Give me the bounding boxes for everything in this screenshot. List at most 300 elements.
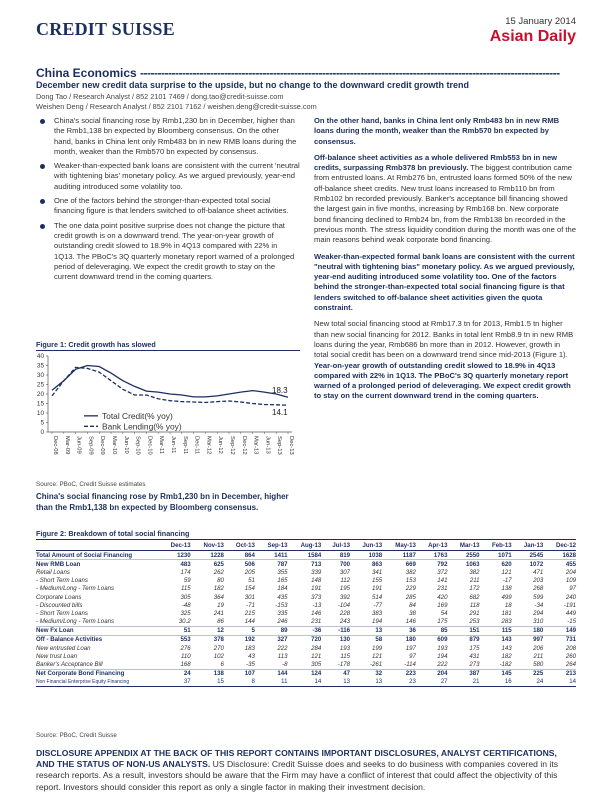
table-cell: 32 <box>350 669 382 678</box>
table-cell: 392 <box>339 593 351 601</box>
table-cell: 335 <box>277 609 288 617</box>
table-cell: 38 <box>409 609 416 617</box>
column-header: Oct-13 <box>224 541 255 551</box>
section-title-row <box>36 66 576 80</box>
y-tick-label: 30 <box>36 372 44 380</box>
paragraph: Off-balance sheet activities as a whole delivered Rmb553 bn in new credits, surpassing Rmb378 bn previously. The biggest contribution came from entrusted loans. At Rmb276 bn, entrusted loans formed 50% of the new off-balance sheet credits. New trust loans increased to Rmb110 bn from Rmb102 bn recorded previously. Banker's acceptance bill financing showed the largest gain in five months, increasing by Rmb168 bn. New corporate bond financing declined to Rmb24 bn, from the Rmb138 bn recorded in the previous month. The stress liquidity condition during the month was one of the main reasons behind weak corporate bond financing. <box>314 152 576 245</box>
table-cell: 285 <box>405 593 416 601</box>
table-cell: 181 <box>501 609 512 617</box>
table-cell: 143 <box>480 635 512 644</box>
table-cell: 168 <box>180 661 191 669</box>
table-cell: 191 <box>371 585 383 593</box>
column-header: Nov-13 <box>191 541 224 551</box>
table-cell: 165 <box>277 577 288 585</box>
table-cell: 155 <box>371 577 383 585</box>
x-tick-label: Sep-09 <box>87 436 94 455</box>
table-cell: 180 <box>382 635 416 644</box>
table-cell: 86 <box>217 618 224 626</box>
table-cell: 506 <box>224 560 255 569</box>
table-cell: 228 <box>339 609 351 617</box>
table-cell: -191 <box>563 601 576 609</box>
report-date: 15 January 2014 <box>505 16 576 27</box>
bullet-item: China's social financing rose by Rmb1,230 bn in December, higher than the Rmb1,138 bn expected by Bloomberg consensus. On the other hand, banks in China lent only Rmb483 bn in new RMB loans during the month, weaker than the Rmb570 bn expected by consensus. <box>36 116 300 157</box>
key-points-list <box>36 116 300 282</box>
series-line-bank-lending <box>52 367 288 405</box>
table-cell: 1763 <box>416 551 448 560</box>
table-cell: 113 <box>277 652 288 660</box>
table-cell: 291 <box>469 609 480 617</box>
table-cell: 109 <box>565 577 576 585</box>
table-cell: 682 <box>469 593 480 601</box>
table-row <box>36 678 576 687</box>
table-cell: 102 <box>213 652 224 660</box>
table-cell: 731 <box>543 635 576 644</box>
bullet-dot-icon <box>40 199 45 204</box>
x-tick-label: Jun-09 <box>75 436 82 454</box>
table-cell: 174 <box>180 568 191 576</box>
table-cell: 51 <box>158 626 191 635</box>
table-cell: 183 <box>244 644 255 652</box>
table-cell: 13 <box>350 626 382 635</box>
table-cell: 169 <box>437 601 448 609</box>
table-cell: 720 <box>288 635 322 644</box>
table-cell: 194 <box>371 618 383 626</box>
table-cell: 24 <box>512 678 544 687</box>
row-label: Corporate Loans <box>36 593 82 601</box>
table-cell: 12 <box>191 626 224 635</box>
table-cell: 47 <box>321 669 350 678</box>
table-cell: 1411 <box>255 551 288 560</box>
column-header: Jan-13 <box>512 541 544 551</box>
table-row <box>36 568 576 576</box>
table-cell: 305 <box>311 661 322 669</box>
table-cell: 1628 <box>543 551 576 560</box>
table-cell: 700 <box>321 560 350 569</box>
paragraph: On the other hand, banks in China lent only Rmb483 bn in new RMB loans during the month, weaker than the Rmb570 bn expected by consensus. <box>314 116 560 146</box>
table-row <box>36 560 576 569</box>
table-cell: 241 <box>213 609 224 617</box>
column-header: Jun-13 <box>350 541 382 551</box>
table-cell: 124 <box>288 669 322 678</box>
paragraph: New total social financing stood at Rmb17.3 tn for 2013, Rmb1.5 tn higher than new social financing for 2012. Banks in total lent Rmb8.9 tn in new RMB loans during the year, Rmb686 bn more than in 2012. However, growth in total social credit has been on a downward trend since mid-2013 (Figure 1). Year-on-year growth of outstanding credit slowed to 18.9% in 4Q13 compared with 22% in 1Q13. The PBoC's 3Q quarterly monetary report warned of a prolonged period of deleveraging. We expect credit growth to stay on the current downward trend in the coming quarters. <box>314 319 574 401</box>
x-tick-label: Mar-12 <box>205 436 212 455</box>
table-cell: 270 <box>213 644 224 652</box>
table-cell: 1038 <box>350 551 382 560</box>
table-cell: 8 <box>224 678 255 687</box>
table-row <box>36 635 576 644</box>
x-tick-label: Dec-11 <box>193 436 200 455</box>
table-cell: 24 <box>158 669 191 678</box>
section-title: China Economics <box>36 66 137 80</box>
table-cell: 121 <box>501 568 512 576</box>
social-financing-table <box>36 541 576 687</box>
table-cell: 1584 <box>288 551 322 560</box>
table-cell: 382 <box>469 568 480 576</box>
row-label: New RMB Loan <box>36 560 158 569</box>
y-tick-label: 5 <box>40 419 44 427</box>
table-cell: 145 <box>480 669 512 678</box>
column-header: Mar-13 <box>447 541 479 551</box>
disclosure-text: DISCLOSURE APPENDIX AT THE BACK OF THIS REPORT CONTAINS IMPORTANT DISCLOSURES, ANALYST CERTIFICATIONS, AND THE STATUS OF NON-US ANALYSTS. US Disclosure: Credit Suisse does and seeks to do business with companies covered in its research reports. As a result, investors should be aware that the Firm may have a conflict of interest that could affect the objectivity of this report. Investors should consider this report as only a single factor in making their investment decision. <box>36 748 559 792</box>
table-cell: 141 <box>437 577 448 585</box>
figure1-source: Source: PBoC, Credit Suisse estimates <box>36 481 146 488</box>
table-cell: 153 <box>405 577 416 585</box>
table-cell: 112 <box>340 577 351 585</box>
legend-label: Bank Lending(% yoy) <box>102 421 182 432</box>
table-cell: 483 <box>158 560 191 569</box>
table-cell: 310 <box>533 618 544 626</box>
table-cell: -182 <box>499 661 512 669</box>
row-label: Off - Balance Activities <box>36 635 158 644</box>
table-cell: 792 <box>416 560 448 569</box>
table-row <box>36 652 576 660</box>
table-cell: 110 <box>180 652 191 660</box>
table-cell: 499 <box>501 593 512 601</box>
table-cell: 16 <box>480 678 512 687</box>
table-cell: 471 <box>533 568 544 576</box>
table-cell: 192 <box>224 635 255 644</box>
right-column <box>314 116 576 408</box>
column-header <box>36 541 158 551</box>
table-cell: 222 <box>437 661 448 669</box>
table-row <box>36 626 576 635</box>
table-cell: 43 <box>248 652 255 660</box>
table-cell: 14 <box>288 678 322 687</box>
x-tick-label: Jun-12 <box>217 436 224 454</box>
table-cell: 149 <box>543 626 576 635</box>
row-label: New Fx Loan <box>36 626 158 635</box>
table-cell: 6 <box>220 661 224 669</box>
table-cell: 1071 <box>480 551 512 560</box>
table-cell: 387 <box>447 669 479 678</box>
table-cell: 669 <box>382 560 416 569</box>
column-header: May-13 <box>382 541 416 551</box>
table-cell: 37 <box>158 678 191 687</box>
row-label: Retail Loans <box>36 568 70 576</box>
table-cell: 84 <box>409 601 416 609</box>
table-cell: 283 <box>501 618 512 626</box>
table-cell: 143 <box>501 644 512 652</box>
row-label: - Short Term Loans <box>36 577 88 585</box>
table-cell: 273 <box>469 661 480 669</box>
row-label: - Short Term Loans <box>36 609 88 617</box>
table-cell: 85 <box>416 626 448 635</box>
table-cell: 18 <box>504 601 512 609</box>
bullet-item: One of the factors behind the stronger-than-expected total social financing figure is that lenders switched to off-balance sheet activities. <box>36 196 300 217</box>
table-cell: 262 <box>213 568 224 576</box>
table-cell: 208 <box>565 644 576 652</box>
table-cell: 89 <box>255 626 288 635</box>
table-cell: 115 <box>180 585 191 593</box>
table-cell: -13 <box>312 601 322 609</box>
table-cell: -15 <box>567 618 576 626</box>
y-tick-label: 10 <box>36 410 44 418</box>
table-cell: 864 <box>224 551 255 560</box>
table-cell: -77 <box>373 601 383 609</box>
table-cell: -104 <box>337 601 351 609</box>
table-cell: 203 <box>533 577 544 585</box>
table-cell: 206 <box>533 644 544 652</box>
table-cell: -48 <box>181 601 191 609</box>
table-cell: -116 <box>321 626 350 635</box>
x-tick-label: Jun-13 <box>264 436 271 454</box>
table-cell: 21 <box>447 678 479 687</box>
table-cell: 5 <box>224 626 255 635</box>
x-tick-label: Sep-12 <box>229 436 235 455</box>
table-cell: 97 <box>569 585 576 593</box>
table-cell: 19 <box>217 601 224 609</box>
column-header: Dec-12 <box>543 541 576 551</box>
table-cell: 184 <box>277 585 288 593</box>
table-cell: 138 <box>501 585 512 593</box>
table-cell: 118 <box>469 601 480 609</box>
table-cell: 148 <box>311 577 322 585</box>
table-cell: 199 <box>371 644 383 652</box>
table-cell: 205 <box>244 568 255 576</box>
table-row <box>36 577 576 585</box>
table-row <box>36 601 576 609</box>
table-cell: 455 <box>543 560 576 569</box>
table-cell: -114 <box>404 661 416 669</box>
table-cell: 997 <box>512 635 544 644</box>
table-cell: -35 <box>246 661 255 669</box>
table-cell: 51 <box>248 577 255 585</box>
table-cell: 15 <box>191 678 224 687</box>
column-header: Sep-13 <box>255 541 288 551</box>
table-cell: 294 <box>533 609 544 617</box>
table-cell: -17 <box>502 577 512 585</box>
x-tick-label: Jun-10 <box>122 436 129 454</box>
table-cell: 325 <box>180 609 191 617</box>
table-row <box>36 609 576 617</box>
table-row <box>36 669 576 678</box>
table-cell: 182 <box>501 652 512 660</box>
y-tick-label: 35 <box>36 362 44 370</box>
bullet-item: The one data point positive surprise does not change the picture that credit growth is on a downward trend. The year-on-year growth of outstanding credit slowed to 18.9% in 4Q13 compared with 22% in 1Q13. The PBoC's 3Q quarterly monetary report warned of a prolonged period of deleveraging. We expect the credit growth to stay on the current downward trend in the coming quarters. <box>36 221 300 283</box>
table-cell: 264 <box>565 661 576 669</box>
table-cell: 13 <box>350 678 382 687</box>
table-cell: 420 <box>437 593 448 601</box>
y-tick-label: 25 <box>36 381 44 389</box>
table-cell: 431 <box>469 652 480 660</box>
table-cell: 204 <box>416 669 448 678</box>
table-cell: 54 <box>440 609 448 617</box>
author-line-1: Dong Tao / Research Analyst / 852 2101 7469 / dong.tao@credit-suisse.com <box>36 92 284 101</box>
x-tick-label: Dec-08 <box>52 436 58 455</box>
figure2-source: Source: PBoC, Credit Suisse <box>36 732 117 739</box>
table-cell: 620 <box>480 560 512 569</box>
table-cell: 435 <box>277 593 288 601</box>
y-tick-label: 15 <box>36 400 44 408</box>
table-cell: 213 <box>543 669 576 678</box>
table-cell: 580 <box>533 661 544 669</box>
table-row <box>36 593 576 601</box>
column-header: Apr-13 <box>416 541 448 551</box>
x-tick-label: Jun-11 <box>170 436 176 454</box>
table-cell: 97 <box>409 652 416 660</box>
table-cell: 182 <box>213 585 224 593</box>
bullet-dot-icon <box>40 164 45 169</box>
x-tick-label: Sep-13 <box>276 436 283 455</box>
table-cell: 787 <box>255 560 288 569</box>
table-cell: 13 <box>321 678 350 687</box>
x-tick-label: Sep-10 <box>134 436 141 455</box>
row-label: - Discounted bills <box>36 601 83 609</box>
table-cell: 36 <box>382 626 416 635</box>
table-cell: 11 <box>255 678 288 687</box>
x-tick-label: Sep-11 <box>181 436 188 455</box>
table-cell: -36 <box>288 626 322 635</box>
series-end-label: 14.1 <box>272 408 288 418</box>
table-cell: 1063 <box>447 560 479 569</box>
table-cell: 115 <box>480 626 512 635</box>
table-cell: 327 <box>255 635 288 644</box>
table-cell: 58 <box>350 635 382 644</box>
table-cell: 23 <box>382 678 416 687</box>
table-cell: 2550 <box>447 551 479 560</box>
table-row <box>36 660 576 669</box>
column-header: Jul-13 <box>321 541 350 551</box>
table-cell: 609 <box>416 635 448 644</box>
table-cell: 268 <box>533 585 544 593</box>
table-cell: 1230 <box>158 551 191 560</box>
table-cell: 382 <box>405 568 416 576</box>
table-cell: 1187 <box>382 551 416 560</box>
figure1-caption: China's social financing rose by Rmb1,230 bn in December, higher than the Rmb1,138 bn expected by Bloomberg consensus. <box>36 492 289 512</box>
table-cell: 59 <box>183 577 191 585</box>
table-cell: 260 <box>565 652 576 660</box>
y-tick-label: 20 <box>36 391 44 399</box>
table-cell: 2545 <box>512 551 544 560</box>
paragraph: Weaker-than-expected formal bank loans are consistent with the current "neutral with tightening bias" monetary policy. As we argued previously, year-end auditing introduced some volatility too. One of the factors behind the stronger-than-expected total social financing figure is that lenders switched to off-balance sheet activities given the quota constraint. <box>314 251 575 313</box>
table-cell: 225 <box>512 669 544 678</box>
table-cell: 30.2 <box>178 618 191 626</box>
table-cell: 144 <box>255 669 288 678</box>
table-cell: 215 <box>244 609 255 617</box>
table-cell: 341 <box>371 568 383 576</box>
table-cell: 146 <box>311 609 322 617</box>
article-headline: December new credit data surprise to the upside, but no change to the downward credit growth trend <box>36 80 470 90</box>
table-cell: 107 <box>224 669 255 678</box>
table-cell: 1072 <box>512 560 544 569</box>
table-cell: 80 <box>217 577 224 585</box>
x-tick-label: Mar-13 <box>252 436 259 455</box>
table-cell: -178 <box>337 661 351 669</box>
credit-suisse-logo: CREDIT SUISSE <box>36 19 175 39</box>
table-cell: 383 <box>371 609 383 617</box>
table-cell: 195 <box>339 585 351 593</box>
table-cell: 231 <box>437 585 448 593</box>
table-cell: 553 <box>158 635 191 644</box>
table-cell: 151 <box>447 626 479 635</box>
table-cell: 121 <box>371 652 383 660</box>
x-tick-label: Mar-10 <box>111 436 117 455</box>
table-cell: 191 <box>311 585 322 593</box>
section-rule: ------------------------------------------------------------------------------------------------------------------------ <box>140 66 560 80</box>
x-tick-label: Dec-09 <box>99 436 106 455</box>
column-header: Dec-13 <box>158 541 191 551</box>
table-cell: 307 <box>339 568 351 576</box>
table-cell: 364 <box>213 593 224 601</box>
table-cell: 223 <box>382 669 416 678</box>
table-cell: 713 <box>288 560 322 569</box>
table-cell: 121 <box>311 652 322 660</box>
table-cell: 231 <box>311 618 322 626</box>
table-cell: 194 <box>437 652 448 660</box>
table-cell: 211 <box>469 577 480 585</box>
table-cell: 146 <box>405 618 416 626</box>
table-cell: 130 <box>321 635 350 644</box>
table-cell: -153 <box>275 601 288 609</box>
table-cell: 355 <box>277 568 288 576</box>
table-cell: 243 <box>339 618 351 626</box>
table-cell: 301 <box>244 593 255 601</box>
table-cell: 863 <box>350 560 382 569</box>
column-header: Feb-13 <box>480 541 512 551</box>
table-cell: -8 <box>282 661 288 669</box>
y-tick-label: 40 <box>36 353 44 361</box>
table-cell: 172 <box>469 585 480 593</box>
table-cell: 246 <box>277 618 288 626</box>
table-cell: 197 <box>405 644 416 652</box>
table-cell: -261 <box>369 661 383 669</box>
publication-title: Asian Daily <box>489 28 576 45</box>
table-cell: 514 <box>371 593 383 601</box>
table-cell: 284 <box>311 644 322 652</box>
table-cell: 378 <box>191 635 224 644</box>
x-tick-label: Dec-10 <box>146 436 153 455</box>
table-cell: 175 <box>469 644 480 652</box>
table-header-row <box>36 541 576 551</box>
table-cell: 154 <box>244 585 255 593</box>
table-cell: 276 <box>180 644 191 652</box>
table-cell: 144 <box>244 618 255 626</box>
author-line-2: Weishen Deng / Research Analyst / 852 2101 7162 / weishen.deng@credit-suisse.com <box>36 102 317 111</box>
table-cell: 879 <box>447 635 479 644</box>
row-label: New trust Loan <box>36 652 77 660</box>
table-cell: 625 <box>191 560 224 569</box>
table-cell: 115 <box>340 652 351 660</box>
legend-label: Total Credit(% yoy) <box>102 410 173 421</box>
table-cell: 204 <box>565 568 576 576</box>
credit-growth-chart <box>30 350 302 478</box>
bullet-dot-icon <box>40 119 45 124</box>
table-cell: 193 <box>339 644 351 652</box>
table-cell: 27 <box>416 678 448 687</box>
x-tick-label: Dec-13 <box>288 436 294 455</box>
series-line-total-credit <box>52 366 288 398</box>
table-cell: 1228 <box>191 551 224 560</box>
table-cell: 193 <box>437 644 448 652</box>
row-label: Total Amount of Social Financing <box>36 551 158 560</box>
table-cell: -71 <box>246 601 255 609</box>
row-label: Non Financial Enterprise Equity Financing <box>36 678 158 687</box>
table-cell: 180 <box>512 626 544 635</box>
table-cell: -34 <box>534 601 544 609</box>
figure2-title: Figure 2: Breakdown of total social financing <box>36 529 576 540</box>
y-tick-label: 0 <box>40 429 44 437</box>
table-cell: 339 <box>311 568 322 576</box>
table-cell: 253 <box>469 618 480 626</box>
table-cell: 240 <box>565 593 576 601</box>
figure1-title: Figure 1: Credit growth has slowed <box>36 340 300 351</box>
table-cell: 175 <box>437 618 448 626</box>
row-label: Banker's Acceptance Bill <box>36 661 103 669</box>
row-label: New entrusted Loan <box>36 644 91 652</box>
table-row <box>36 644 576 652</box>
table-cell: 14 <box>543 678 576 687</box>
row-label: - Medium/Long - Term Loans <box>36 585 115 593</box>
